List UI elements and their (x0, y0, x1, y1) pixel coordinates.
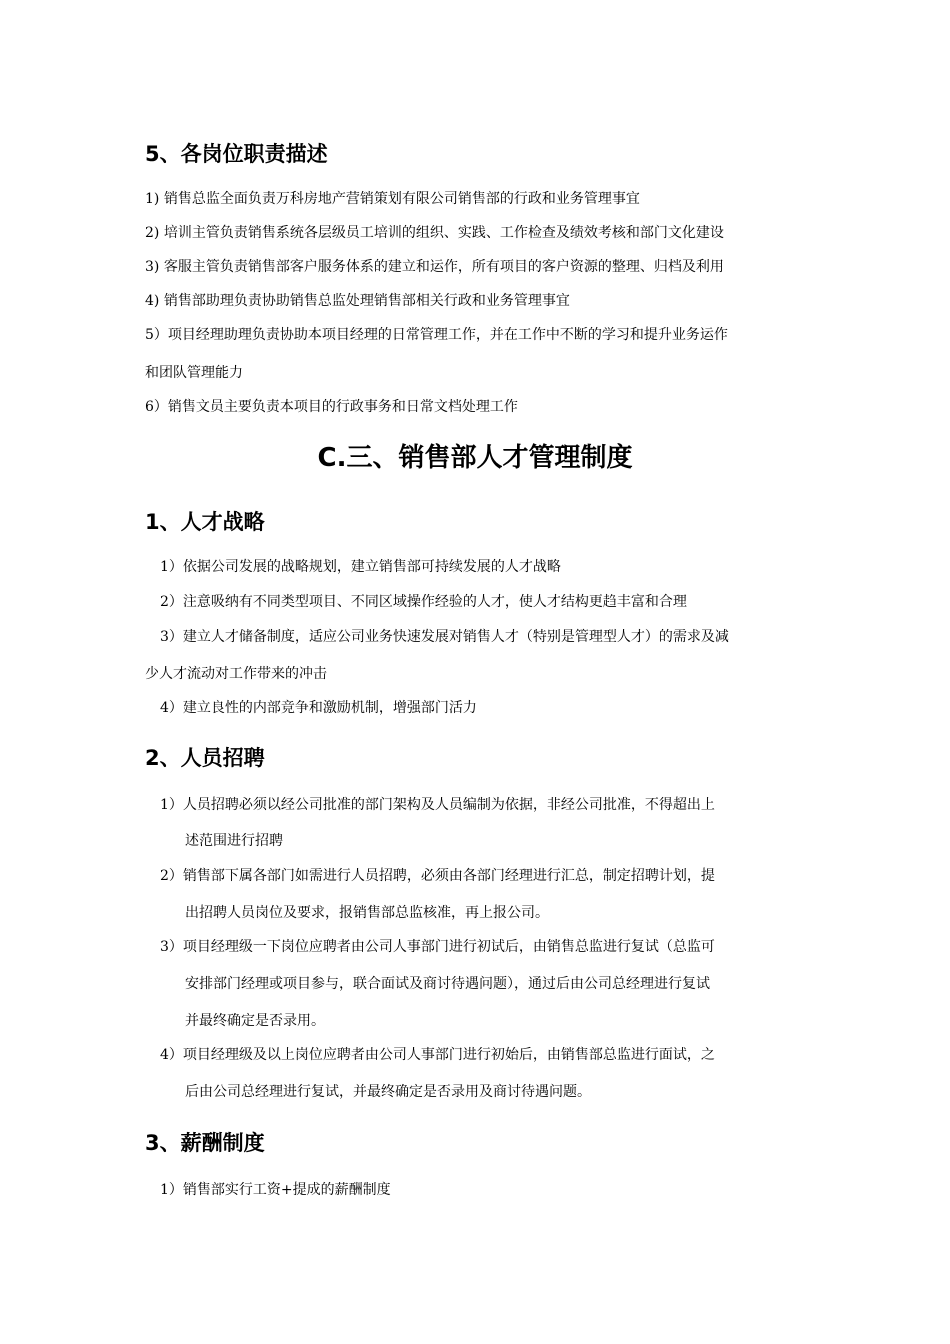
recruitment-item-1-cont: 述范围进行招聘 (185, 833, 283, 849)
recruitment-item-4: 4）项目经理级及以上岗位应聘者由公司人事部门进行初始后，由销售部总监进行面试，之 (160, 1047, 715, 1063)
section5-item-2: 2) 培训主管负责销售系统各层级员工培训的组织、实践、工作检查及绩效考核和部门文化建设 (145, 225, 724, 241)
recruitment-item-2: 2）销售部下属各部门如需进行人员招聘，必须由各部门经理进行汇总，制定招聘计划，提 (160, 868, 715, 884)
talent-strategy-item-1: 1）依据公司发展的战略规划，建立销售部可持续发展的人才战略 (160, 559, 561, 575)
recruitment-item-3-cont-1: 安排部门经理或项目参与，联合面试及商讨待遇问题），通过后由公司总经理进行复试 (185, 976, 710, 992)
talent-strategy-item-2: 2）注意吸纳有不同类型项目、不同区域操作经验的人才，使人才结构更趋丰富和合理 (160, 594, 687, 610)
section5-item-1: 1) 销售总监全面负责万科房地产营销策划有限公司销售部的行政和业务管理事宜 (145, 191, 640, 207)
section5-item-5-cont: 和团队管理能力 (145, 365, 243, 381)
compensation-heading: 3、薪酬制度 (145, 1131, 265, 1155)
recruitment-item-2-cont: 出招聘人员岗位及要求，报销售部总监核准，再上报公司。 (185, 905, 549, 921)
recruitment-item-4-cont: 后由公司总经理进行复试，并最终确定是否录用及商讨待遇问题。 (185, 1084, 591, 1100)
compensation-item-1: 1）销售部实行工资+提成的薪酬制度 (160, 1182, 391, 1198)
recruitment-item-3-cont-2: 并最终确定是否录用。 (185, 1013, 325, 1029)
section5-item-5: 5）项目经理助理负责协助本项目经理的日常管理工作，并在工作中不断的学习和提升业务运作 (145, 327, 728, 343)
talent-strategy-item-4: 4）建立良性的内部竞争和激励机制，增强部门活力 (160, 700, 477, 716)
section5-item-6: 6）销售文员主要负责本项目的行政事务和日常文档处理工作 (145, 399, 518, 415)
chapter-title: C.三、销售部人才管理制度 (317, 443, 633, 473)
section5-heading: 5、各岗位职责描述 (145, 142, 328, 166)
recruitment-item-3: 3）项目经理级一下岗位应聘者由公司人事部门进行初试后，由销售总监进行复试（总监可 (160, 939, 715, 955)
section5-item-3: 3) 客服主管负责销售部客户服务体系的建立和运作，所有项目的客户资源的整理、归档及利用 (145, 259, 724, 275)
talent-strategy-item-3: 3）建立人才储备制度，适应公司业务快速发展对销售人才（特别是管理型人才）的需求及减 (160, 629, 729, 645)
recruitment-item-1: 1）人员招聘必须以经公司批准的部门架构及人员编制为依据，非经公司批准，不得超出上 (160, 797, 715, 813)
talent-strategy-heading: 1、人才战略 (145, 510, 265, 534)
recruitment-heading: 2、人员招聘 (145, 746, 265, 770)
talent-strategy-item-3-cont: 少人才流动对工作带来的冲击 (145, 666, 327, 682)
section5-item-4: 4) 销售部助理负责协助销售总监处理销售部相关行政和业务管理事宜 (145, 293, 570, 309)
